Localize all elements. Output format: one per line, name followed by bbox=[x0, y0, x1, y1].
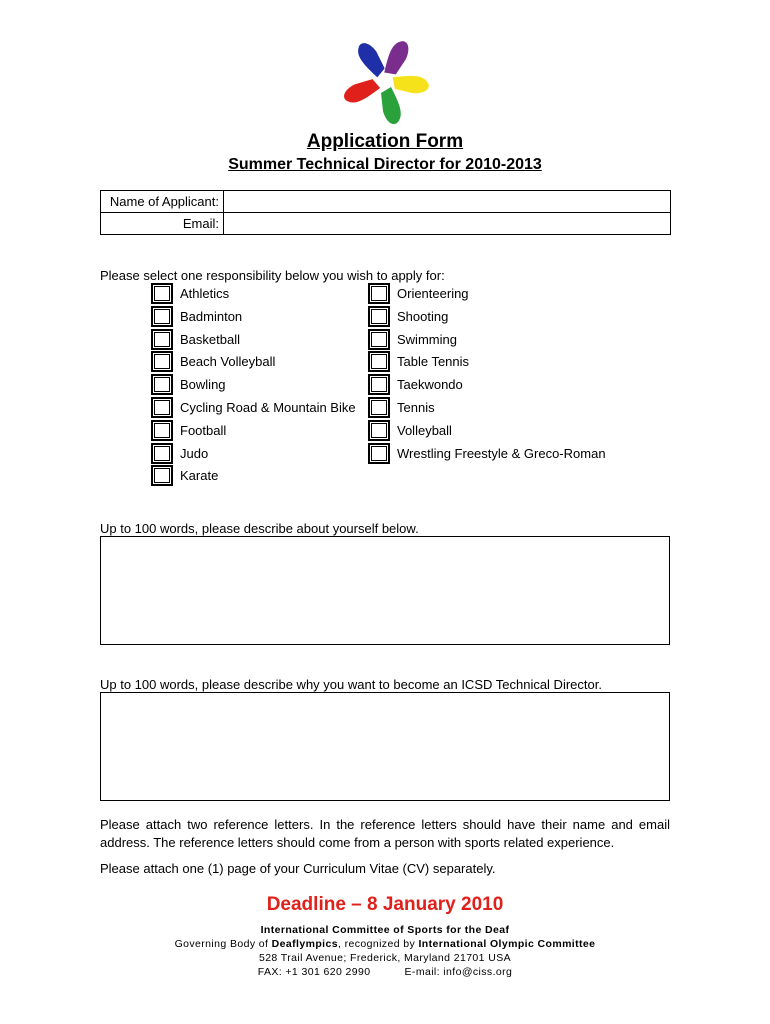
checkbox[interactable] bbox=[151, 329, 173, 350]
footer-contact bbox=[0, 966, 770, 978]
checkbox[interactable] bbox=[151, 397, 173, 418]
checkbox[interactable] bbox=[151, 374, 173, 395]
why-label: Up to 100 words, please describe why you want to become an ICSD Technical Director. bbox=[100, 677, 602, 692]
checkbox-label: Table Tennis bbox=[397, 354, 470, 370]
email-label: Email: bbox=[101, 213, 224, 235]
checkbox[interactable] bbox=[368, 420, 390, 441]
checkbox[interactable] bbox=[151, 351, 173, 372]
checkbox[interactable] bbox=[368, 374, 390, 395]
checkbox-label: Bowling bbox=[180, 377, 226, 393]
checkbox[interactable] bbox=[151, 420, 173, 441]
references-instruction: Please attach two reference letters. In the reference letters should have their name and email address. The reference letters should come from a person with sports related experience. bbox=[100, 817, 670, 850]
checkbox-label: Badminton bbox=[180, 308, 243, 324]
footer-address: 528 Trail Avenue; Frederick, Maryland 21701 USA bbox=[258, 952, 512, 964]
checkbox-label: Football bbox=[180, 422, 227, 438]
cv-instruction: Please attach one (1) page of your Curriculum Vitae (CV) separately. bbox=[100, 861, 496, 876]
deadline: Deadline – 8 January 2010 bbox=[266, 894, 504, 915]
deaflympics-logo bbox=[340, 36, 430, 126]
checkbox[interactable] bbox=[151, 465, 173, 486]
checkbox-label: Basketball bbox=[180, 331, 240, 347]
footer-email: E-mail: info@ciss.org bbox=[404, 966, 513, 978]
checkbox-label: Cycling Road & Mountain Bike bbox=[180, 400, 356, 415]
checkbox-label: Beach Volleyball bbox=[180, 354, 276, 370]
email-field[interactable] bbox=[224, 213, 671, 235]
checkbox[interactable] bbox=[368, 351, 390, 372]
checkbox[interactable] bbox=[151, 443, 173, 464]
checkbox-label: Karate bbox=[180, 468, 219, 484]
checkbox-label: Athletics bbox=[180, 286, 230, 301]
checkbox-label: Tennis bbox=[397, 400, 435, 415]
checkbox[interactable] bbox=[368, 283, 390, 304]
checkbox[interactable] bbox=[368, 443, 390, 464]
checkbox[interactable] bbox=[151, 306, 173, 327]
checkbox[interactable] bbox=[151, 283, 173, 304]
form-subtitle: Summer Technical Director for 2010-2013 bbox=[228, 156, 542, 173]
checkbox-label: Swimming bbox=[397, 331, 457, 347]
checkbox-label: Orienteering bbox=[397, 286, 469, 301]
about-label: Up to 100 words, please describe about yourself below. bbox=[100, 521, 419, 536]
about-textbox[interactable] bbox=[100, 536, 670, 645]
responsibility-prompt: Please select one responsibility below you wish to apply for: bbox=[100, 268, 445, 283]
checkbox-label: Shooting bbox=[397, 308, 449, 324]
checkbox-label: Taekwondo bbox=[397, 377, 463, 393]
name-label: Name of Applicant: bbox=[101, 191, 224, 213]
why-textbox[interactable] bbox=[100, 692, 670, 801]
form-title: Application Form bbox=[306, 131, 464, 152]
checkbox-label: Wrestling Freestyle & Greco-Roman bbox=[397, 445, 606, 461]
footer-org: International Committee of Sports for the Deaf bbox=[260, 924, 510, 936]
checkbox[interactable] bbox=[368, 329, 390, 350]
checkbox[interactable] bbox=[368, 306, 390, 327]
footer-fax: FAX: +1 301 620 2990 bbox=[257, 966, 371, 978]
name-field[interactable] bbox=[224, 191, 671, 213]
footer-governing: Governing Body of Deaflympics, recognized by International Olympic Committee bbox=[174, 938, 596, 950]
checkbox-label: Volleyball bbox=[397, 422, 452, 438]
checkbox-label: Judo bbox=[180, 445, 209, 461]
checkbox[interactable] bbox=[368, 397, 390, 418]
applicant-table bbox=[100, 190, 671, 235]
